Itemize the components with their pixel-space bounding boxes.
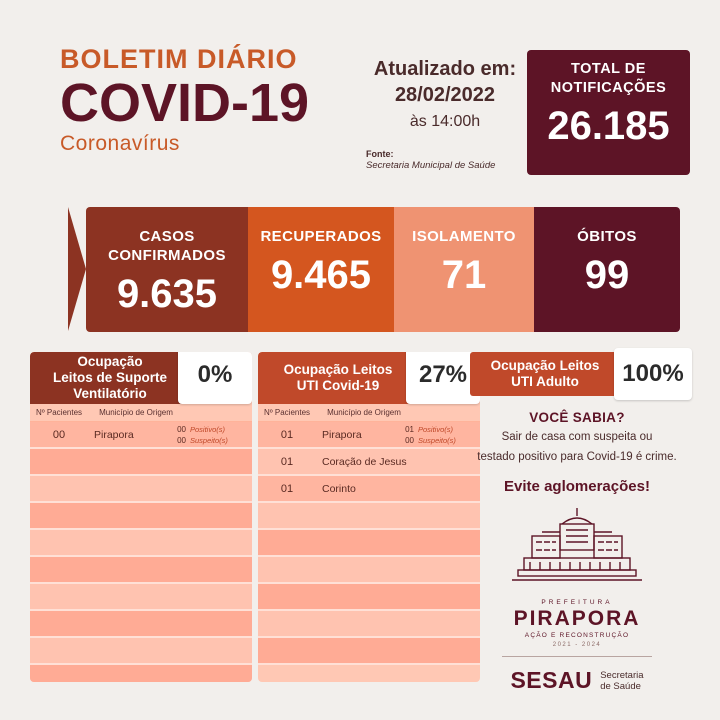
total-label-line1: TOTAL DE xyxy=(571,61,646,77)
panel-b-percent: 27% xyxy=(406,352,480,404)
stat-label-line2: CONFIRMADOS xyxy=(108,247,226,264)
panel-a-title-line2: Leitos de Suporte xyxy=(52,370,167,385)
table-row xyxy=(258,557,480,584)
sesau-subtitle-line2: de Saúde xyxy=(600,680,641,692)
mini-suspect-count: 00 xyxy=(177,436,186,445)
updated-date: 28/02/2022 xyxy=(394,84,496,106)
prefeitura-name: PIRAPORA xyxy=(513,607,641,630)
panel-c-title-line1: Ocupação Leitos xyxy=(490,358,600,373)
sesau-subtitle-line1: Secretaria xyxy=(600,669,644,681)
stat-label-line1: ÓBITOS xyxy=(577,228,637,245)
panel-b-header xyxy=(258,352,480,404)
mini-positive-label: Positivo(s) xyxy=(418,425,454,434)
page-title-covid: COVID-19 xyxy=(60,73,310,133)
table-row xyxy=(30,611,252,638)
panel-b-title xyxy=(258,352,418,404)
header xyxy=(0,0,720,196)
mini-row xyxy=(172,424,246,435)
table-row xyxy=(258,584,480,611)
mini-positive-count: 01 xyxy=(405,425,414,434)
row-origin: Coração de Jesus xyxy=(322,455,407,468)
panel-a-mini-summary xyxy=(172,424,246,446)
source-label: Fonte: xyxy=(366,149,394,159)
awareness-text-line2: testado positivo para Covid-19 é crime. xyxy=(477,451,677,463)
table-row xyxy=(30,476,252,503)
panel-a-title-line1: Ocupação xyxy=(77,354,143,369)
table-row xyxy=(30,665,252,682)
stat-value: 99 xyxy=(584,253,630,297)
table-row xyxy=(258,476,480,503)
stat-value: 71 xyxy=(441,253,487,297)
table-row xyxy=(30,638,252,665)
row-origin: Pirapora xyxy=(94,428,134,441)
stat-label-line1: RECUPERADOS xyxy=(260,228,382,245)
row-patient-count: 01 xyxy=(280,428,294,441)
page-title-boletim: BOLETIM DIÁRIO xyxy=(60,44,298,74)
table-row xyxy=(258,449,480,476)
mini-suspect-label: Suspeito(s) xyxy=(190,436,228,445)
stat-value: 9.465 xyxy=(270,253,372,297)
mini-positive-label: Positivo(s) xyxy=(190,425,226,434)
panel-c-title xyxy=(470,352,620,396)
prefeitura-years: 2021 - 2024 xyxy=(552,642,602,648)
update-block xyxy=(360,56,530,172)
row-origin: Corinto xyxy=(322,482,356,495)
panel-a-percent: 0% xyxy=(178,352,252,404)
mini-positive-count: 00 xyxy=(177,425,186,434)
updated-label: Atualizado em: xyxy=(373,58,517,80)
panel-b-title-line1: Ocupação Leitos xyxy=(283,362,393,377)
table-row xyxy=(258,503,480,530)
prefeitura-building-icon xyxy=(502,502,652,599)
row-patient-count: 00 xyxy=(52,428,66,441)
table-row xyxy=(30,557,252,584)
right-column xyxy=(462,352,692,692)
stat-label-line1: CASOS xyxy=(139,228,195,245)
stat-casos-confirmados xyxy=(86,207,248,332)
sesau-name: SESAU xyxy=(510,667,593,693)
table-row xyxy=(30,449,252,476)
prefeitura-top-label: PREFEITURA xyxy=(541,599,613,606)
mini-suspect-count: 00 xyxy=(405,436,414,445)
table-row xyxy=(258,638,480,665)
col-header-patients: Nº Pacientes xyxy=(35,408,83,417)
panel-b-table-header xyxy=(258,404,480,422)
total-label-line2: NOTIFICAÇÕES xyxy=(550,80,667,96)
table-row xyxy=(30,503,252,530)
stat-obitos xyxy=(534,207,680,332)
panel-a-table-header xyxy=(30,404,252,422)
table-row xyxy=(30,530,252,557)
mini-row xyxy=(172,435,246,446)
panel-c-header xyxy=(462,352,692,396)
col-header-patients: Nº Pacientes xyxy=(263,408,311,417)
stat-isolamento xyxy=(394,207,534,332)
page-title-coronavirus: Coronavírus xyxy=(60,132,180,155)
stat-label-line1: ISOLAMENTO xyxy=(412,228,516,245)
sesau-subtitle xyxy=(600,670,643,692)
row-origin: Pirapora xyxy=(322,428,362,441)
table-row xyxy=(258,611,480,638)
updated-time: às 14:00h xyxy=(409,113,481,130)
logo-divider xyxy=(502,656,652,657)
prefeitura-slogan: AÇÃO E RECONSTRUÇÃO xyxy=(524,632,630,639)
table-row xyxy=(30,584,252,611)
row-patient-count: 01 xyxy=(280,455,294,468)
source-value: Secretaria Municipal de Saúde xyxy=(366,160,496,171)
panel-a-title-line3: Ventilatório xyxy=(73,386,147,401)
table-row xyxy=(258,530,480,557)
title-block xyxy=(60,44,360,156)
panel-leitos-uti-covid xyxy=(258,352,480,682)
col-header-origin: Município de Origem xyxy=(327,408,401,417)
total-notifications-box xyxy=(527,50,690,175)
awareness-highlight: Evite aglomerações! xyxy=(504,478,650,495)
row-patient-count: 01 xyxy=(280,482,294,495)
panel-c-title-line2: UTI Adulto xyxy=(511,374,579,389)
awareness-text-line1: Sair de casa com suspeita ou xyxy=(501,431,653,443)
stats-bar xyxy=(30,207,690,332)
stat-value: 9.635 xyxy=(116,272,218,316)
mini-suspect-label: Suspeito(s) xyxy=(418,436,456,445)
panel-a-header xyxy=(30,352,252,404)
panel-leitos-suporte-ventilatorio xyxy=(30,352,252,682)
logo-area xyxy=(462,502,692,694)
panel-a-table xyxy=(30,404,252,682)
sesau-logo xyxy=(462,667,692,694)
stat-tail-decoration xyxy=(68,207,86,331)
panel-c-percent: 100% xyxy=(614,348,692,400)
awareness-title: VOCÊ SABIA? xyxy=(529,410,625,425)
stat-recuperados xyxy=(248,207,394,332)
col-header-origin: Município de Origem xyxy=(99,408,173,417)
panel-b-title-line2: UTI Covid-19 xyxy=(296,378,380,393)
panel-b-table xyxy=(258,404,480,665)
total-value: 26.185 xyxy=(547,104,670,148)
panel-a-title xyxy=(30,352,190,404)
